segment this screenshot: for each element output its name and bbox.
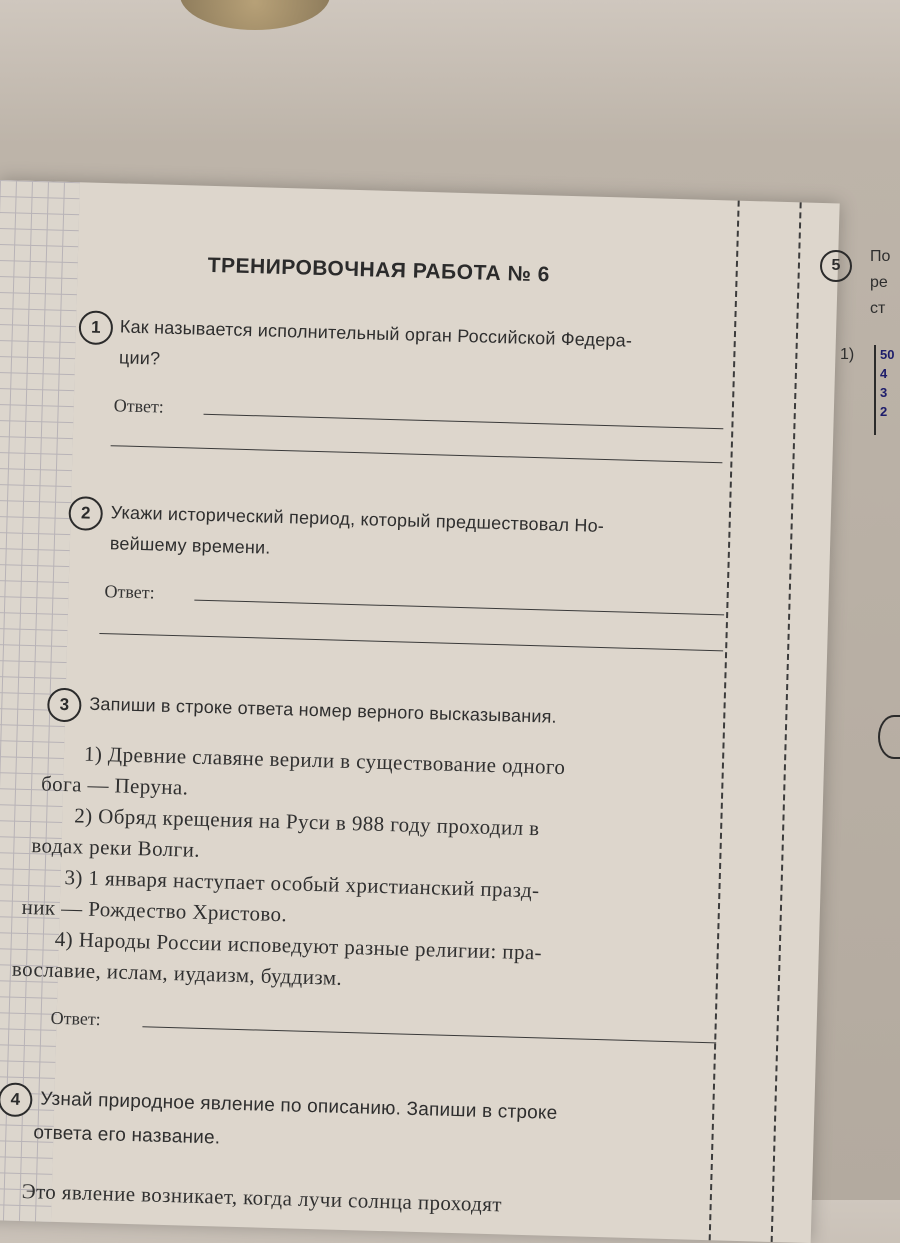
question-1-line-2: ции? [118,347,161,369]
statement-3-line-1: 3) 1 января наступает особый христианский празд- [64,865,540,903]
question-number-5: 5 [820,250,852,282]
statement-2-line-1: 2) Обряд крещения на Руси в 988 году проходил в [73,803,540,841]
side-question-circle [878,715,900,759]
question-number-1: 1 [78,310,113,345]
side-text-3: ст [870,300,886,317]
question-number-3: 3 [47,688,82,723]
dashed-cut-line [709,201,740,1241]
answer-line-1b[interactable] [111,445,723,463]
answer-line-1a[interactable] [204,414,724,430]
question-4-body: Это явление возникает, когда лучи солнца проходят [21,1179,503,1217]
side-handwritten-box [874,345,900,435]
statement-4-line-2: вославие, ислам, иудаизм, буддизм. [11,956,343,990]
side-box-1: 50 [880,347,895,362]
question-4-line-2: ответа его название. [33,1122,221,1149]
statement-3-line-2: ник — Рождество Христово. [21,894,288,927]
coin [180,0,330,30]
statement-1-line-1: 1) Древние славяне верили в существование одного [83,741,566,780]
answer-label-1: Ответ: [113,395,165,417]
workbook-page [0,180,840,1243]
question-1-line-1: Как называется исполнительный орган Российской Федера- [119,316,633,351]
statement-4-line-1: 4) Народы России исповедуют разные религии: пра- [54,926,543,965]
question-number-4: 4 [0,1082,33,1117]
question-2-line-2: вейшему времени. [109,533,271,558]
statement-2-line-2: водах реки Волги. [31,833,201,862]
page-title: ТРЕНИРОВОЧНАЯ РАБОТА № 6 [207,253,551,287]
question-3-line-1: Запиши в строке ответа номер верного высказывания. [89,693,558,727]
statement-1-line-2: бога — Перуна. [40,771,189,800]
dashed-cut-line-2 [771,202,802,1242]
side-item-1: 1) [840,346,855,363]
answer-line-2b[interactable] [99,633,723,651]
question-2-line-1: Укажи исторический период, который предшествовал Но- [110,502,605,536]
answer-line-3[interactable] [142,1026,716,1043]
side-box-2: 4 [880,366,888,381]
side-box-4: 2 [880,404,888,419]
question-number-2: 2 [68,496,103,531]
question-4-line-1: Узнай природное явление по описанию. Запиши в строке [40,1088,558,1124]
side-text-2: ре [870,274,888,291]
answer-label-3: Ответ: [50,1007,102,1030]
side-box-3: 3 [880,385,888,400]
side-text-1: По [870,248,891,265]
answer-line-2a[interactable] [194,600,724,616]
answer-label-2: Ответ: [104,581,155,603]
